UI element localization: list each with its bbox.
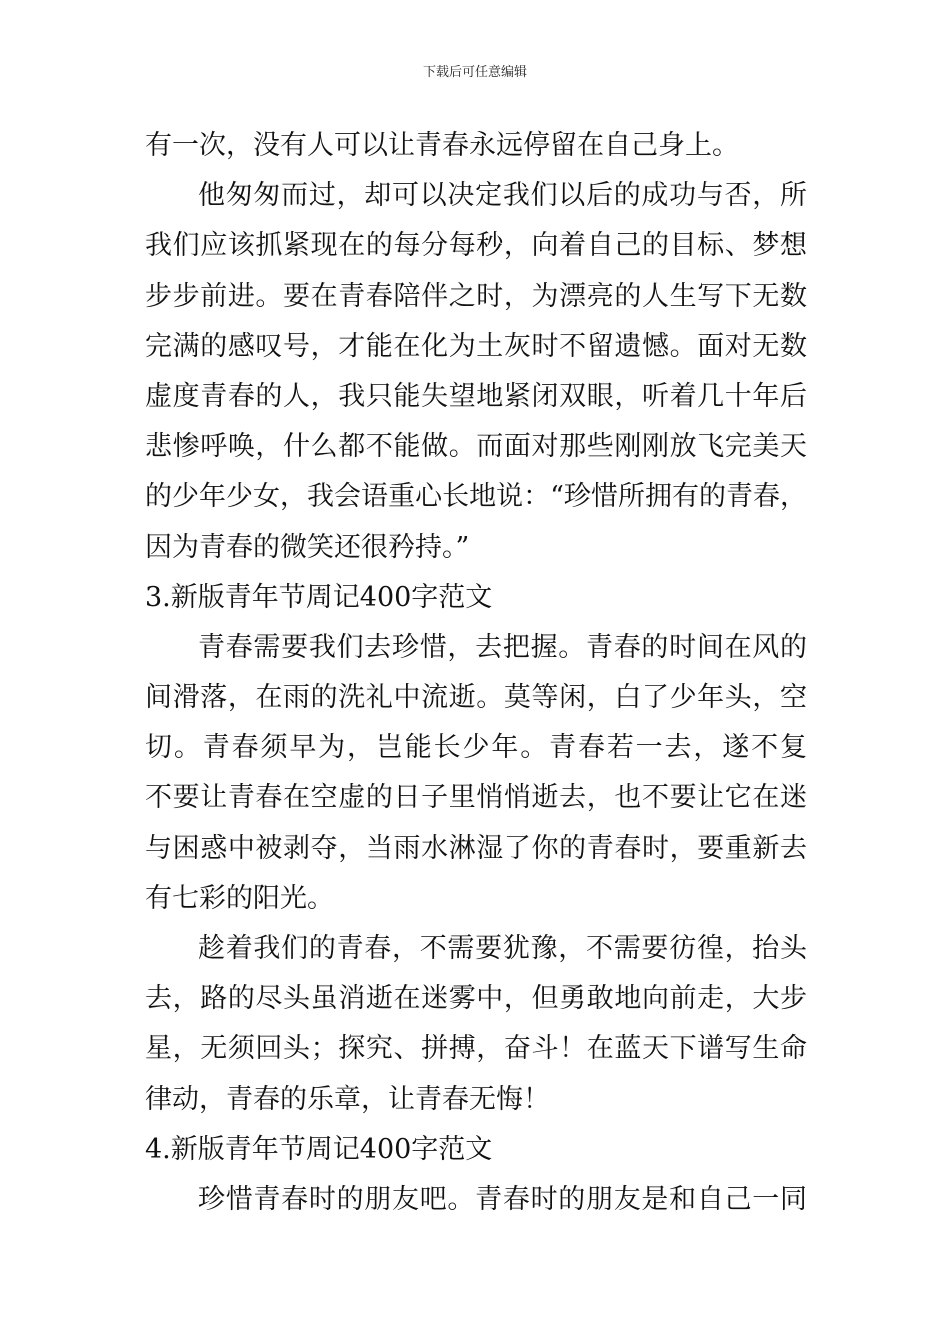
text-line: 有七彩的阳光。 xyxy=(145,882,334,914)
section-heading: 4.新版青年节周记400字范文 xyxy=(145,1133,493,1165)
section-heading: 3.新版青年节周记400字范文 xyxy=(145,581,493,613)
paragraph-start-line: 他匆匆而过，却可以决定我们以后的成功与否，所 xyxy=(198,180,807,212)
paragraph-start-line: 珍惜青春时的朋友吧。青春时的朋友是和自己一同 xyxy=(198,1183,807,1215)
text-line: 间滑落，在雨的洗礼中流逝。莫等闲，白了少年头，空 xyxy=(145,682,807,714)
text-line: 去，路的尽头虽消逝在迷雾中，但勇敢地向前走，大步 xyxy=(145,983,807,1015)
text-line: 与困惑中被剥夺，当雨水淋湿了你的青春时，要重新去 xyxy=(145,832,807,864)
text-line: 完满的感叹号，才能在化为土灰时不留遗憾。面对无数 xyxy=(145,330,807,362)
text-line: 的少年少女，我会语重心长地说：“珍惜所拥有的青春， xyxy=(145,481,807,513)
text-line: 不要让青春在空虚的日子里悄悄逝去，也不要让它在迷 xyxy=(145,782,807,814)
text-line: 悲惨呼唤，什么都不能做。而面对那些刚刚放飞完美天 xyxy=(145,431,807,463)
text-line: 我们应该抓紧现在的每分每秒，向着自己的目标、梦想 xyxy=(145,230,807,262)
page-header: 下载后可任意编辑 xyxy=(422,65,527,80)
text-line: 切。青春须早为，岂能长少年。青春若一去，遂不复 xyxy=(145,732,807,764)
text-line: 星，无须回头；探究、拼搏，奋斗！在蓝天下谱写生命 xyxy=(145,1033,807,1065)
text-line: 律动，青春的乐章，让青春无悔！ xyxy=(145,1083,550,1115)
text-line: 虚度青春的人，我只能失望地紧闭双眼，听着几十年后 xyxy=(145,380,807,412)
document-body xyxy=(145,121,807,1225)
paragraph-start-line: 青春需要我们去珍惜，去把握。青春的时间在风的 xyxy=(198,631,807,663)
text-line: 因为青春的微笑还很矜持。” xyxy=(145,531,470,563)
text-line: 有一次，没有人可以让青春永远停留在自己身上。 xyxy=(145,130,739,161)
text-line: 步步前进。要在青春陪伴之时，为漂亮的人生写下无数 xyxy=(145,280,807,312)
paragraph-start-line: 趁着我们的青春，不需要犹豫，不需要彷徨，抬头 xyxy=(198,933,807,964)
